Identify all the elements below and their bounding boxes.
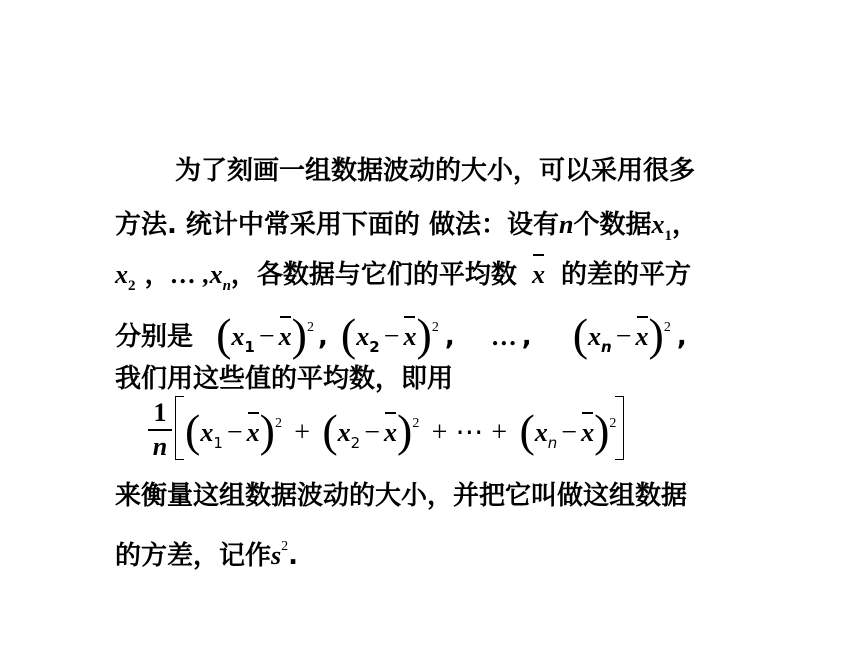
- variance-symbol: $s^2$: [271, 539, 289, 570]
- right-bracket: [615, 396, 624, 460]
- fraction-1-over-n: 1 n: [148, 398, 172, 462]
- paragraph-line-4: 分别是 $(x_1 - x)^2$ , $(x_2 - x)^2$ , … , $(x_n - x)^2$ ,: [115, 309, 687, 360]
- left-bracket: [175, 396, 184, 460]
- paragraph-line-5: 我们用这些值的平均数，即用: [115, 364, 454, 394]
- variance-formula: 1 n $(x_1 - x)^2 + (x_2 - x)^2$ + ⋯ + $(x_n - x)^2$: [115, 390, 635, 470]
- squared-deviation-2: $(x_2 - x)^2$: [340, 309, 439, 360]
- paragraph-line-6: 来衡量这组数据波动的大小，并把它叫做这组数据: [115, 481, 688, 511]
- paragraph-line-7: 的方差，记作$s^2$.: [115, 539, 299, 571]
- variable-x2: $x_2$: [115, 260, 136, 294]
- variable-x1: $x_1$: [651, 210, 672, 244]
- squared-deviation-1: $(x_1 - x)^2$: [216, 309, 314, 360]
- mean-x-bar: x: [532, 260, 545, 289]
- variable-xn: $x_n$: [209, 260, 231, 294]
- paragraph-line-2: 方法. 统计中常采用下面的 做法：设有n个数据$x_1$，: [115, 210, 698, 244]
- paragraph-line-1: 为了刻画一组数据波动的大小，可以采用很多: [175, 156, 696, 186]
- squared-deviation-n: $(x_n - x)^2$: [572, 309, 671, 360]
- paragraph-line-3: $x_2$ ，… $,x_n$，各数据与它们的平均数 x 的差的平方: [115, 260, 692, 294]
